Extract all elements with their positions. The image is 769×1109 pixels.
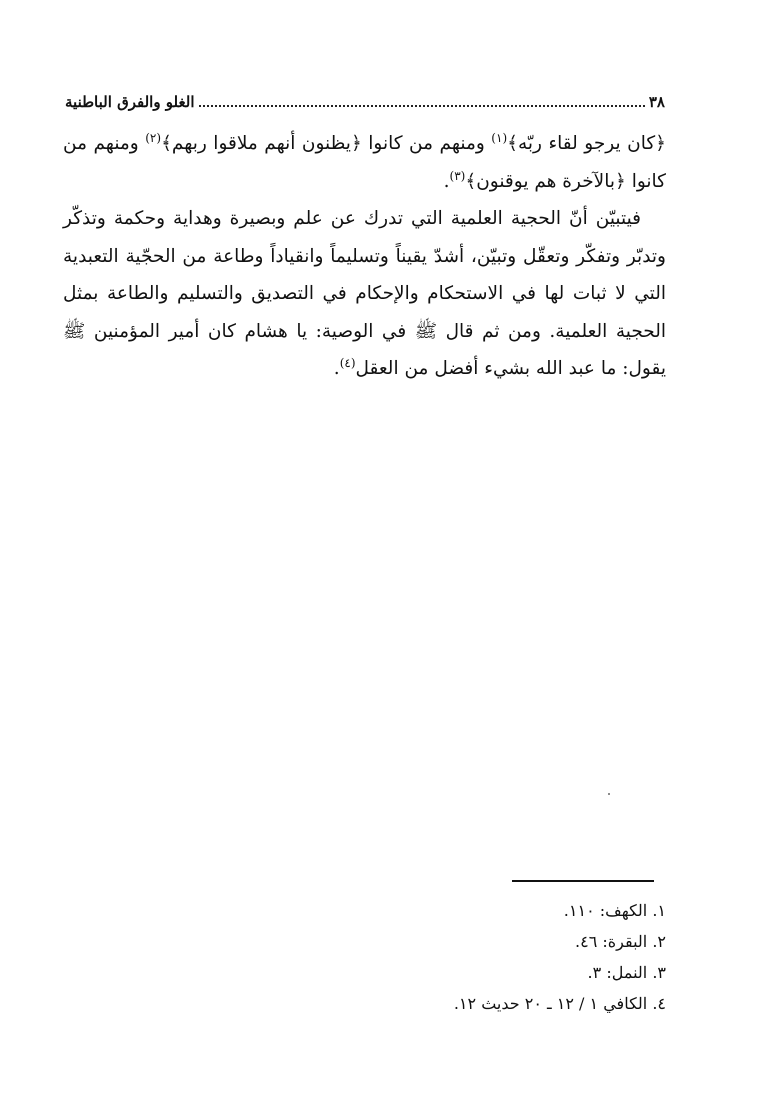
paragraph-text: . <box>443 170 450 192</box>
footnotes <box>63 895 666 1019</box>
header-dot-leader <box>199 105 645 107</box>
footnote-item: ٣. النمل: ٣. <box>587 963 666 982</box>
running-title: الغلو والفرق الباطنية <box>65 93 195 111</box>
paragraph-text: ومنهم من كانوا ﴿بالآخرة هم يوقنون﴾ <box>63 133 666 192</box>
footnote-separator <box>512 880 654 882</box>
paragraph-text: . <box>333 358 340 379</box>
page-number: ٣٨ <box>648 93 665 111</box>
paragraph-text: فيتبيّن أنّ الحجية العلمية التي تدرك عن علم وبصيرة وهداية وحكمة وتذكّر وتدبّر وتفكّر وتعقّل وتبيّن، أشدّ يقيناً وتسليماً وانقياداً وطاعة من الحجّية التعبدية التي لا ثبات لها في الاستحكام والإحكام في التصديق والتسليم والطاعة بمثل الحجية العلمية. ومن ثم قال ﷺ في الوصية: يا هشام كان أمير المؤمنين ﷺ يقول: ما عبد الله بشيء أفضل من العقل <box>63 208 666 379</box>
footnote-marker: (٢) <box>145 131 162 145</box>
paragraph-text: ومنهم من كانوا ﴿يظنون أنهم ملاقوا ربهم﴾ <box>161 133 492 154</box>
footnote-marker: (٣) <box>449 168 466 183</box>
body-text <box>63 125 666 388</box>
paragraph <box>63 125 666 200</box>
scan-speck <box>608 793 610 795</box>
footnote-marker: (١) <box>491 131 508 145</box>
footnote-item: ٤. الكافي ١ / ١٢ ـ ٢٠ حديث ١٢. <box>453 994 666 1013</box>
paragraph-text: ﴿كان يرجو لقاء ربّه﴾ <box>507 133 666 154</box>
paragraph <box>63 200 666 388</box>
running-header <box>65 88 665 116</box>
footnote-item: ٢. البقرة: ٤٦. <box>575 932 666 951</box>
footnote-marker: (٤) <box>339 356 356 370</box>
footnote-item: ١. الكهف: ١١٠. <box>563 901 666 920</box>
